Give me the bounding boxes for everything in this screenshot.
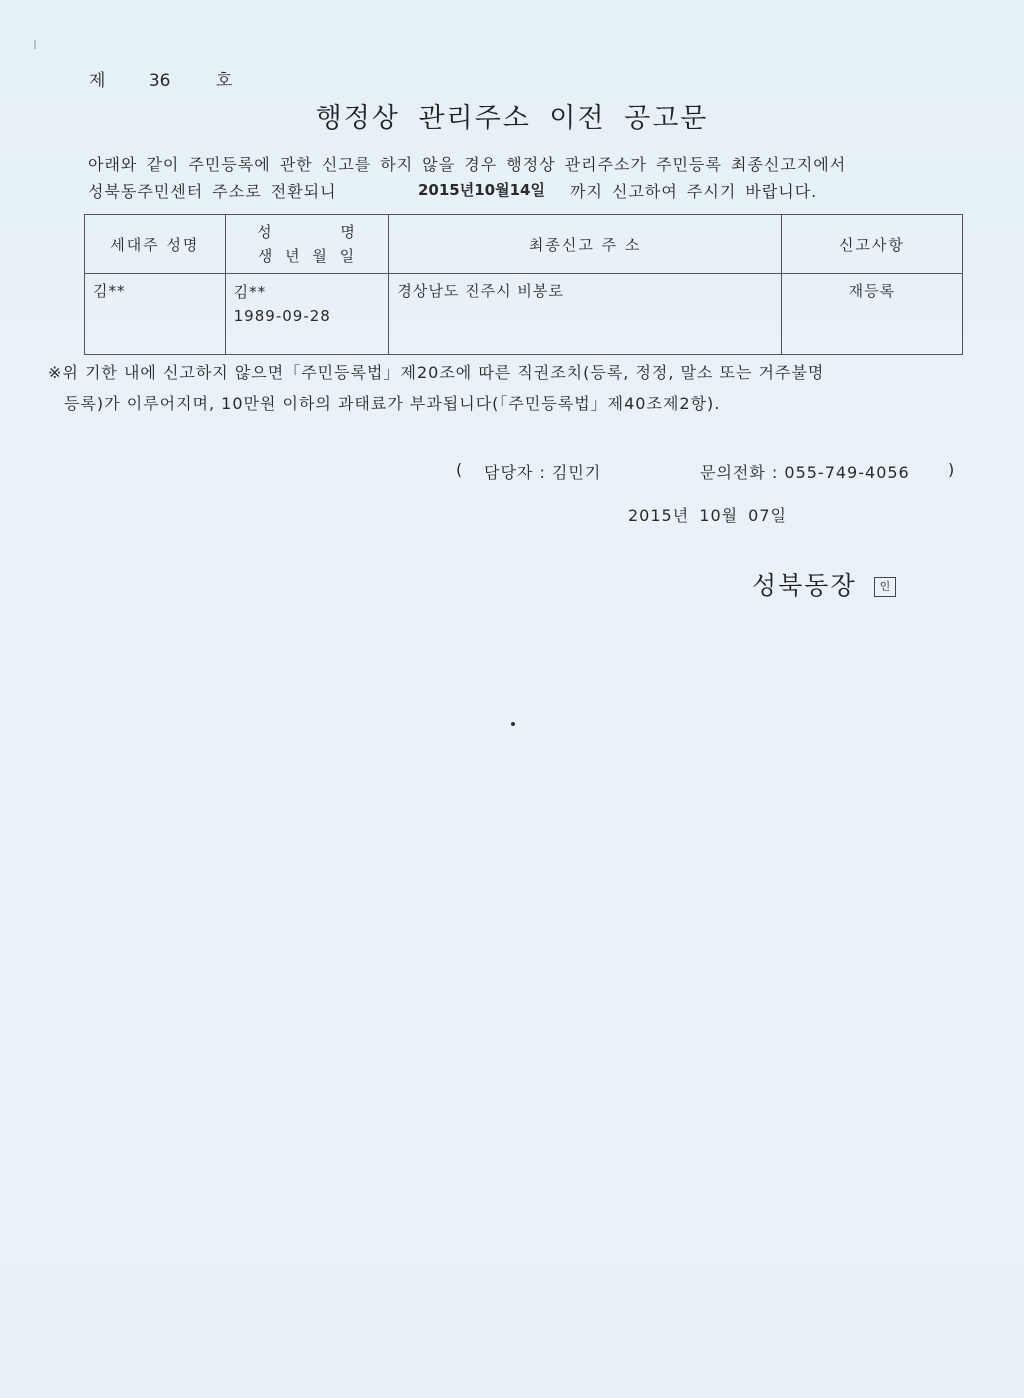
deadline-date: 2015년10월14일: [418, 181, 545, 199]
table-header-row: [85, 215, 963, 274]
issue-date: 2015년 10월 07일: [628, 506, 787, 525]
doc-number-prefix: 제: [89, 71, 106, 91]
header-report: 신고사항: [781, 215, 962, 274]
table-row: [85, 274, 963, 355]
intro-line-2-prefix: 성북동주민센터 주소로 전환되니: [88, 182, 337, 201]
cell-address: 경상남도 진주시 비봉로: [389, 274, 781, 355]
intro-line-1: 아래와 같이 주민등록에 관한 신고를 하지 않을 경우 행정상 관리주소가 주민등록 최종신고지에서: [88, 155, 847, 174]
page-title: 행정상 관리주소 이전 공고문: [315, 103, 709, 134]
document-number: [89, 66, 232, 91]
cell-name-birthdate: [225, 274, 389, 355]
cell-householder: 김**: [85, 274, 226, 355]
contact-staff: 담당자 : 김민기: [484, 463, 602, 482]
intro-line-2-suffix: 까지 신고하여 주시기 바랍니다.: [570, 182, 818, 201]
scan-speck: [34, 40, 36, 49]
header-name-birthdate: [225, 215, 389, 274]
header-name: 성 명: [257, 223, 357, 241]
issuer-title: 성북동장: [752, 571, 857, 600]
scan-dot: [511, 722, 515, 726]
cell-report: 재등록: [781, 274, 962, 355]
roster-table: [84, 214, 963, 355]
intro-line-2: [88, 179, 818, 202]
header-address: 최종신고 주 소: [389, 215, 781, 274]
cell-name: 김**: [233, 283, 267, 301]
seal-stamp: 인: [874, 577, 896, 597]
contact-phone: 문의전화 : 055-749-4056: [700, 463, 910, 482]
doc-number-suffix: 호: [215, 71, 233, 91]
doc-number-value: 36: [148, 71, 171, 91]
contact-open-paren: (: [456, 460, 463, 479]
notice-line-2: 등록)가 이루어지며, 10만원 이하의 과태료가 부과됩니다(「주민등록법」제40조제2항).: [64, 394, 721, 413]
contact-close-paren: ): [948, 460, 955, 479]
header-householder: 세대주 성명: [85, 215, 226, 274]
notice-line-1: ※위 기한 내에 신고하지 않으면「주민등록법」제20조에 따른 직권조치(등록, 정정, 말소 또는 거주불명: [48, 363, 825, 382]
header-birthdate: 생 년 월 일: [257, 247, 357, 265]
cell-birthdate: 1989-09-28: [233, 307, 331, 325]
